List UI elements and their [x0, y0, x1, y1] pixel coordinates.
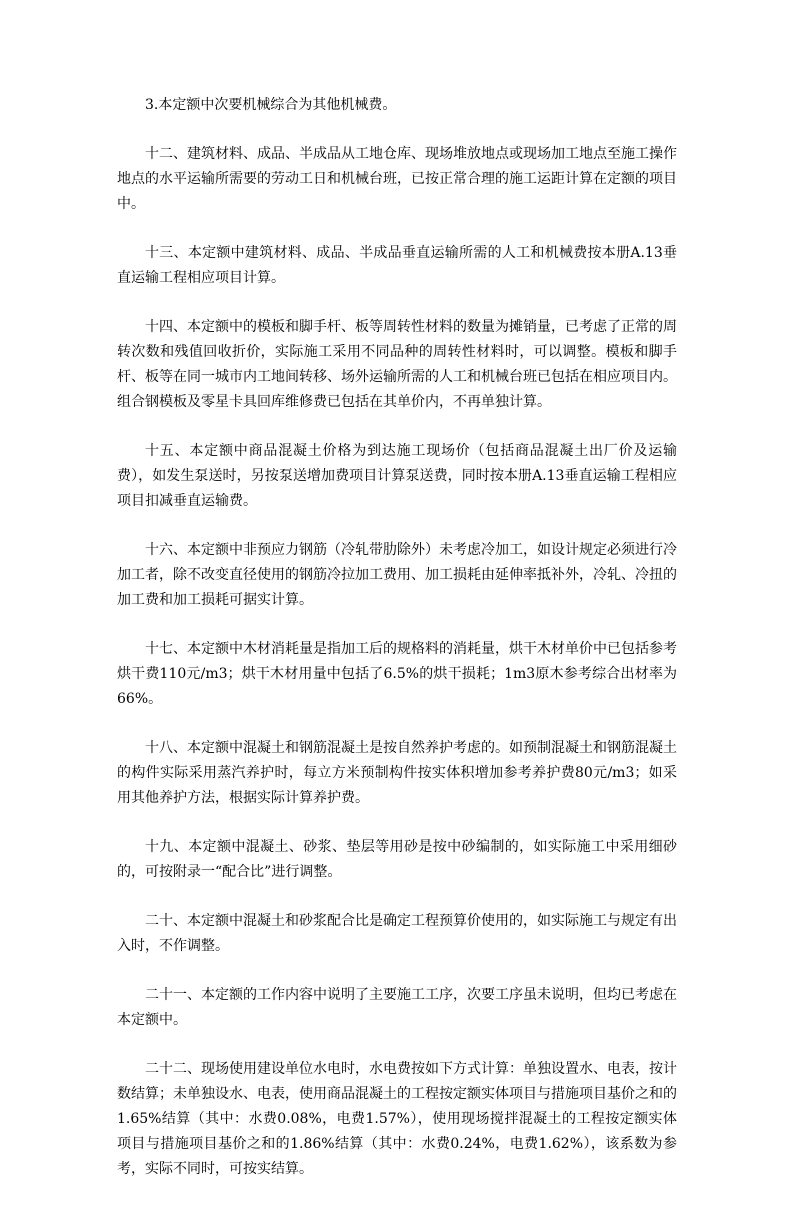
paragraph-3: 3.本定额中次要机械综合为其他机械费。: [145, 97, 397, 113]
paragraph-13: 十三、本定额中建筑材料、成品、半成品垂直运输所需的人工和机械费按本册A.13垂直运输工程相应项目计算。: [117, 245, 677, 286]
paragraph-19: 十九、本定额中混凝土、砂浆、垫层等用砂是按中砂编制的，如实际施工中采用细砂的，可按附录一“配合比”进行调整。: [117, 839, 677, 880]
paragraph-16: 十六、本定额中非预应力钢筋（冷轧带肋除外）未考虑冷加工，如设计规定必须进行冷加工者，除不改变直径使用的钢筋冷拉加工费用、加工损耗由延伸率抵补外，冷轧、冷扭的加工费和加工损耗可据实计算。: [117, 542, 677, 608]
paragraph-17: 十七、本定额中木材消耗量是指加工后的规格料的消耗量，烘干木材单价中已包括参考烘干费110元/m3；烘干木材用量中包括了6.5%的烘干损耗；1m3原木参考综合出材率为66%。: [117, 641, 677, 707]
paragraph-21: 二十一、本定额的工作内容中说明了主要施工工序，次要工序虽未说明，但均已考虑在本定额中。: [117, 987, 677, 1028]
paragraph-22: 二十二、现场使用建设单位水电时，水电费按如下方式计算：单独设置水、电表，按计数结算；未单独设水、电表，使用商品混凝土的工程按定额实体项目与措施项目基价之和的1.65%结算（其中：水费0.08%，电费1.57%），使用现场搅拌混凝土的工程按定额实体项目与措施项目基价之和的1.86%结算（其中：水费0.24%，电费1.62%），该系数为参考，实际不同时，可按实结算。: [117, 1061, 677, 1177]
document-body: [117, 93, 677, 1206]
paragraph-12: 十二、建筑材料、成品、半成品从工地仓库、现场堆放地点或现场加工地点至施工操作地点的水平运输所需要的劳动工日和机械台班，已按正常合理的施工运距计算在定额的项目中。: [117, 146, 677, 212]
paragraph-14: 十四、本定额中的模板和脚手杆、板等周转性材料的数量为摊销量，已考虑了正常的周转次数和残值回收折价，实际施工采用不同品种的周转性材料时，可以调整。模板和脚手杆、板等在同一城市内工地间转移、场外运输所需的人工和机械台班已包括在相应项目内。组合钢模板及零星卡具回库维修费已包括在其单价内，不再单独计算。: [117, 319, 677, 410]
paragraph-18: 十八、本定额中混凝土和钢筋混凝土是按自然养护考虑的。如预制混凝土和钢筋混凝土的构件实际采用蒸汽养护时，每立方米预制构件按实体积增加参考养护费80元/m3；如采用其他养护方法，根据实际计算养护费。: [117, 740, 677, 806]
paragraph-15: 十五、本定额中商品混凝土价格为到达施工现场价（包括商品混凝土出厂价及运输费），如发生泵送时，另按泵送增加费项目计算泵送费，同时按本册A.13垂直运输工程相应项目扣减垂直运输费。: [117, 443, 677, 509]
paragraph-20: 二十、本定额中混凝土和砂浆配合比是确定工程预算价使用的，如实际施工与规定有出入时，不作调整。: [117, 913, 677, 954]
